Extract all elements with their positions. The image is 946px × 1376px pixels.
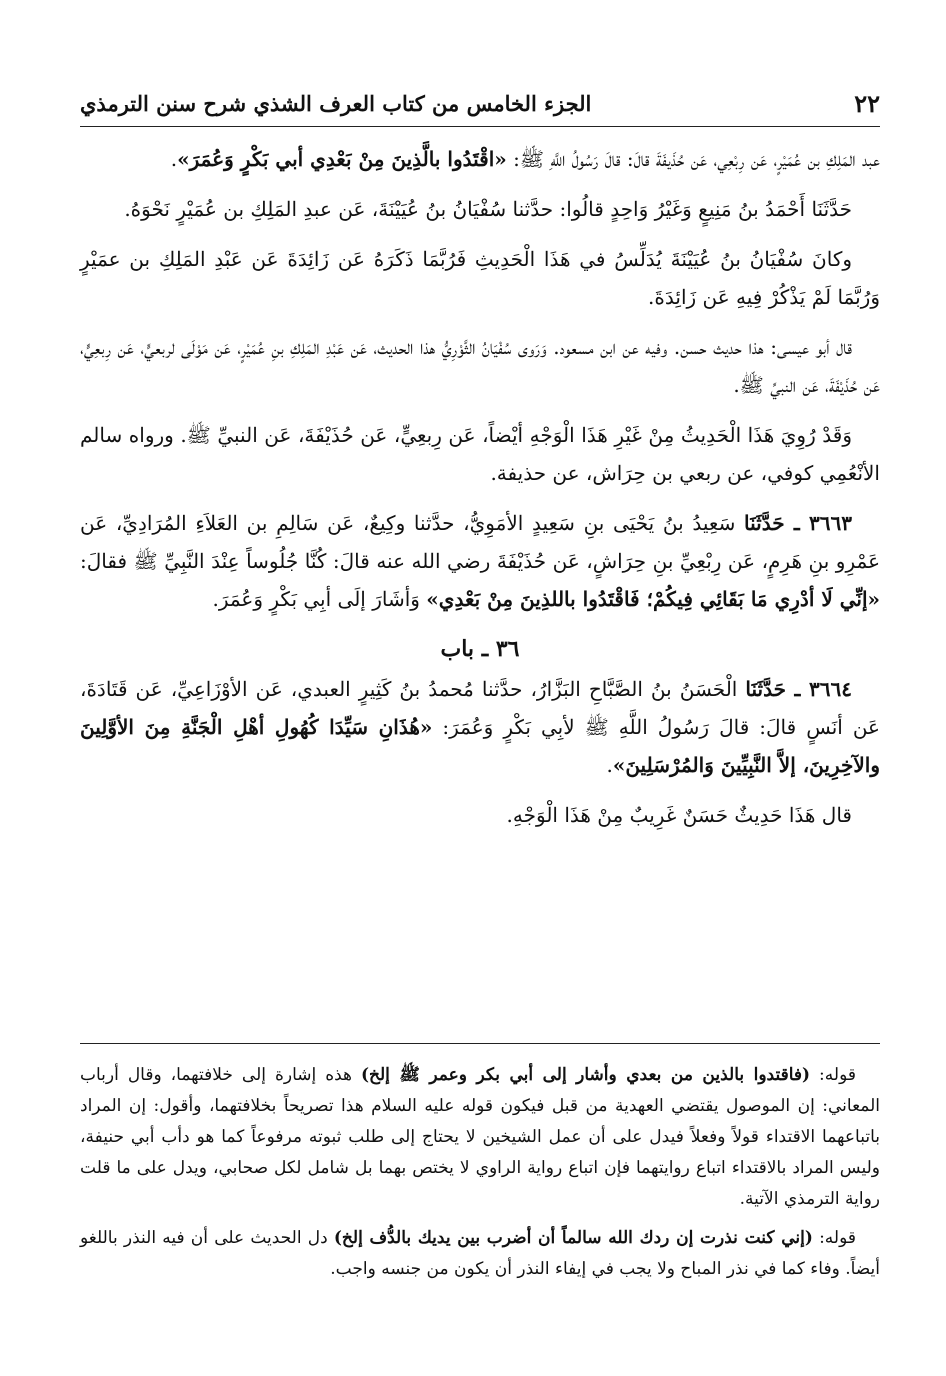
note-1-text: هذه إشارة إلى خلافتهما، وقال أرباب المعاني: إن الموصول يقتضي العهدية من قبل فيكون قوله عليه السلام هذا تصريحاً بخلافتهما، وأقول: إن المراد باتباعهما الاقتداء قولاً وفعلاً فيدل على أن عمل الشيخين لا يحتاج إلى طلب ثبوته مرفوعاً كما هو دأب أبي حنيفة، وليس المراد بالاقتداء اتباع روايتهما فإن اتباع رواية الراوي لا يختص بهما بل شامل لكل صحابي، ويدل على ما قلت رواية الترمذي الآتية.: [80, 1065, 880, 1209]
hadith-3664-end: .: [606, 753, 613, 777]
hadith-3663-text: سَعِيدُ بنُ يَحْيَى بنِ سَعِيدٍ الأمَوِيُّ، حدَّثنا وكِيعٌ، عَن سَالِمِ بن العَلاَءِ المُرَادِيِّ، عَن عَمْرِو بنِ هَرِمٍ، عَن رِبْعِيِّ بنِ حِرَاشٍ، عَن حُذَيْفَةَ رضي الله عنه قالَ: كُنَّا جُلُوساً عِنْدَ النَّبِيِّ ﷺ فقالَ:: [80, 511, 880, 573]
page-number: ٢٢: [854, 88, 880, 118]
hadith-quote-1: «اقْتَدُوا بالَّذِينَ مِنْ بَعْدِي أبي بَكْرٍ وَعُمَرَ»: [177, 147, 507, 171]
paragraph-2: حَدَّثَنَا أَحْمَدُ بنُ مَنِيعٍ وَغَيْرُ وَاحِدٍ قالُوا: حدَّثنا سُفْيَانُ بنُ عُيَيْنَةَ، عَن عبدِ المَلِكِ بن عُمَيْرٍ نَحْوَهُ.: [124, 197, 852, 221]
paragraph-3: وكانَ سُفْيَانُ بنُ عُيَيْنَةَ يُدَلِّسُ في هَذَا الْحَدِيثِ فَرُبَّمَا ذَكَرَهُ عَن زَائِدَةَ عَن عَبْدِ المَلِكِ بن عمَيْرٍ وَرُبَّمَا لَمْ يَذْكُرْ فِيهِ عَن زَائِدَةَ.: [80, 247, 880, 309]
paragraph-1: [80, 140, 880, 178]
paragraph-1-end: .: [170, 147, 178, 171]
note-2: [80, 1223, 880, 1285]
hadith-quote-3663: «إنِّي لَا أدْرِي مَا بَقَائِي فِيكُمْ؛ فَاقْتَدُوا باللذِينَ مِنْ بَعْدِي»: [426, 587, 880, 611]
main-text: [80, 140, 880, 846]
note-2-lead: قوله:: [812, 1228, 856, 1248]
hadith-3663-end: وَأشَارَ إلَى أبِي بَكْرٍ وَعُمَرَ.: [212, 587, 427, 611]
paragraph-verdict: قال هَذَا حَدِيثٌ حَسَنٌ غَرِيبٌ مِنْ هَذَا الْوَجْهِ.: [506, 803, 852, 827]
chapter-title: ٣٦ ـ باب: [440, 636, 520, 662]
paragraph-5: وَقَدْ رُوِيَ هَذَا الْحَدِيثُ مِنْ غَيْرِ هَذَا الْوَجْهِ أيْضاً، عَن رِبعِيٍّ، عَن حُذَيْفَةَ، عَن النبيِّ ﷺ. ورواه سالم الأنْعُمِي كوفي، عن ربعي بن حِرَاش، عن حذيفة.: [80, 423, 880, 485]
running-title: الجزء الخامس من كتاب العرف الشذي شرح سنن الترمذي: [80, 90, 592, 116]
commentary-notes: [80, 1060, 880, 1293]
note-1: [80, 1060, 880, 1215]
note-2-quote: (إني كنت نذرت إن ردك الله سالماً أن أضرب بين يديك بالدُّف إلخ): [333, 1228, 813, 1248]
hadith-3663: [80, 504, 880, 618]
hadith-number-3663: ٣٦٦٣ ـ حَدَّثَنَا: [744, 511, 852, 535]
paragraph-1-text: عبد المَلِكِ بن عُمَيْرٍ، عَن رِبْعِي، عَن حُذَيفَةَ قالَ: قالَ رَسُولُ اللَّهِ ﷺ:: [506, 147, 880, 171]
hadith-3664: [80, 670, 880, 784]
note-1-quote: (فاقتدوا بالذين من بعدي وأشار إلى أبي بكر وعمر ﷺ إلخ): [360, 1065, 811, 1085]
hadith-number-3664: ٣٦٦٤ ـ حَدَّثَنَا: [745, 677, 853, 701]
note-2-text: دل الحديث على أن فيه النذر باللغو أيضاً. وفاء كما في نذر المباح ولا يجب في إيفاء النذر أن يكون من جنسه واجب.: [80, 1228, 880, 1279]
note-1-lead: قوله:: [810, 1065, 856, 1085]
paragraph-4: قال أبو عيسى: هذا حديث حسن. وفيه عن ابن مسعود. وَرَوى سُفْيَانُ الثَّوْرِيُّ هذا الحديث، عَن عَبْدِ المَلِكِ بنِ عُمَيْرٍ، عَن مَوْلَى لربعيٍّ، عَن رِبعِيٍّ، عَن حُذَيْفَةَ، عَن النبيِّ ﷺ.: [80, 335, 880, 397]
hadith-quote-3664: «هُذَانِ سَيِّدَا كُهُولِ أهْلِ الْجَنَّةِ مِنَ الأوَّلِينَ والآخِرِينَ، إلاَّ النَّبِيِّينَ وَالمُرْسَلِينَ»: [80, 715, 880, 777]
page-header: [80, 80, 880, 127]
footnote-divider: [80, 1043, 880, 1044]
hadith-3664-text: الْحَسَنُ بنُ الصَّبَّاحِ البَزَّارُ، حدَّثنا مُحمدُ بنُ كَثِيرٍ العبدي، عَن الأوْزَاعِيِّ، عَن قَتَادَةَ، عَن أنَسٍ قالَ: قالَ رَسُولُ اللَّهِ ﷺ لأبِي بَكْرٍ وَعُمَرَ:: [80, 677, 880, 739]
